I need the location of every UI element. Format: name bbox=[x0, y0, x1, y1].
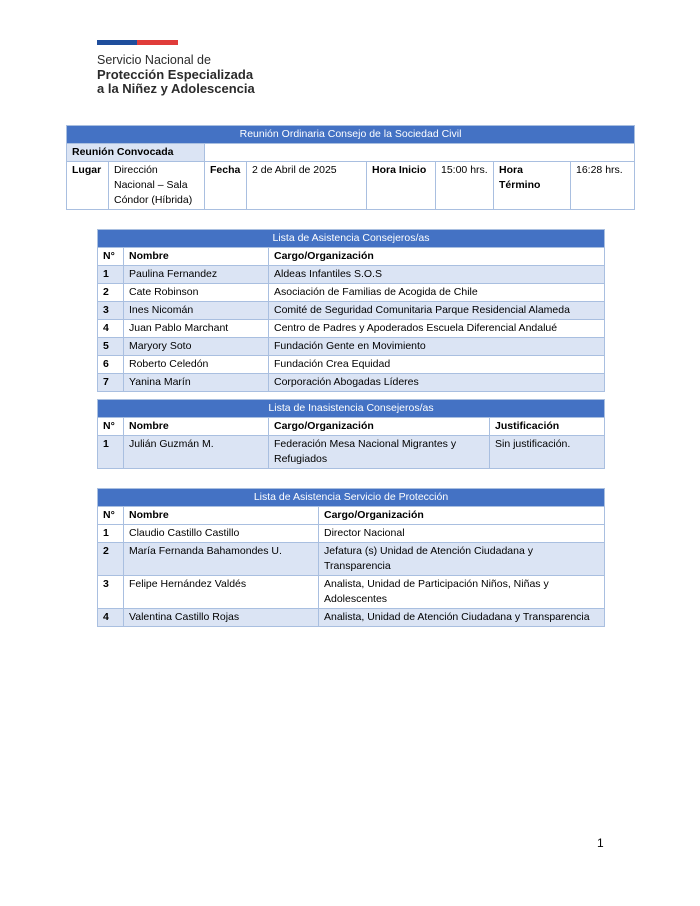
institution-logo bbox=[97, 40, 297, 96]
row-number: 1 bbox=[98, 525, 124, 543]
service-title: Lista de Asistencia Servicio de Protección bbox=[98, 489, 605, 507]
hora-inicio-label: Hora Inicio bbox=[367, 162, 436, 210]
row-name: María Fernanda Bahamondes U. bbox=[124, 543, 319, 576]
table-row bbox=[98, 320, 605, 338]
absence-col-num: N° bbox=[98, 418, 124, 436]
row-number: 6 bbox=[98, 356, 124, 374]
row-name: Yanina Marín bbox=[124, 374, 269, 392]
row-number: 2 bbox=[98, 543, 124, 576]
logo-line-2: Protección Especializada bbox=[97, 67, 254, 82]
hora-inicio-value: 15:00 hrs. bbox=[436, 162, 494, 210]
service-col-num: N° bbox=[98, 507, 124, 525]
table-row bbox=[98, 284, 605, 302]
logo-line-3: a la Niñez y Adolescencia bbox=[97, 81, 255, 96]
meeting-subheader: Reunión Convocada bbox=[67, 144, 205, 162]
table-row bbox=[98, 576, 605, 609]
row-org: Fundación Gente en Movimiento bbox=[269, 338, 605, 356]
fecha-value: 2 de Abril de 2025 bbox=[247, 162, 367, 210]
lugar-label: Lugar bbox=[67, 162, 109, 210]
hora-termino-label: Hora Término bbox=[494, 162, 571, 210]
row-org: Analista, Unidad de Atención Ciudadana y Transparencia bbox=[319, 609, 605, 627]
attendance-col-name: Nombre bbox=[124, 248, 269, 266]
row-org: Federación Mesa Nacional Migrantes y Refugiados bbox=[269, 436, 490, 469]
table-row bbox=[98, 525, 605, 543]
row-org: Corporación Abogadas Líderes bbox=[269, 374, 605, 392]
page-number: 1 bbox=[597, 836, 604, 850]
row-justification: Sin justificación. bbox=[490, 436, 605, 469]
row-number: 1 bbox=[98, 266, 124, 284]
absence-col-just: Justificación bbox=[490, 418, 605, 436]
row-number: 7 bbox=[98, 374, 124, 392]
absence-col-org: Cargo/Organización bbox=[269, 418, 490, 436]
row-number: 3 bbox=[98, 576, 124, 609]
row-number: 2 bbox=[98, 284, 124, 302]
lugar-value: Dirección Nacional – Sala Cóndor (Híbrida) bbox=[109, 162, 205, 210]
table-row bbox=[98, 543, 605, 576]
row-name: Cate Robinson bbox=[124, 284, 269, 302]
row-name: Felipe Hernández Valdés bbox=[124, 576, 319, 609]
row-number: 5 bbox=[98, 338, 124, 356]
hora-termino-value: 16:28 hrs. bbox=[571, 162, 635, 210]
fecha-label: Fecha bbox=[205, 162, 247, 210]
row-org: Director Nacional bbox=[319, 525, 605, 543]
row-name: Maryory Soto bbox=[124, 338, 269, 356]
table-row bbox=[98, 374, 605, 392]
row-number: 1 bbox=[98, 436, 124, 469]
logo-line-1: Servicio Nacional de bbox=[97, 53, 211, 67]
attendance-col-num: N° bbox=[98, 248, 124, 266]
row-org: Asociación de Familias de Acogida de Chile bbox=[269, 284, 605, 302]
row-name: Paulina Fernandez bbox=[124, 266, 269, 284]
table-row bbox=[98, 356, 605, 374]
table-row bbox=[98, 302, 605, 320]
table-row bbox=[98, 609, 605, 627]
row-number: 3 bbox=[98, 302, 124, 320]
meeting-table bbox=[66, 125, 635, 210]
absence-col-name: Nombre bbox=[124, 418, 269, 436]
service-col-name: Nombre bbox=[124, 507, 319, 525]
attendance-col-org: Cargo/Organización bbox=[269, 248, 605, 266]
service-col-org: Cargo/Organización bbox=[319, 507, 605, 525]
row-org: Analista, Unidad de Participación Niños, Niñas y Adolescentes bbox=[319, 576, 605, 609]
attendance-table bbox=[97, 229, 605, 392]
logo-color-bar bbox=[97, 40, 178, 45]
row-name: Juan Pablo Marchant bbox=[124, 320, 269, 338]
row-org: Aldeas Infantiles S.O.S bbox=[269, 266, 605, 284]
row-name: Julián Guzmán M. bbox=[124, 436, 269, 469]
logo-bar-blue bbox=[97, 40, 137, 45]
table-row bbox=[98, 266, 605, 284]
row-name: Roberto Celedón bbox=[124, 356, 269, 374]
table-row bbox=[98, 338, 605, 356]
meeting-title: Reunión Ordinaria Consejo de la Sociedad Civil bbox=[67, 126, 635, 144]
row-number: 4 bbox=[98, 320, 124, 338]
logo-bar-red bbox=[137, 40, 178, 45]
absence-table bbox=[97, 399, 605, 469]
table-row bbox=[98, 436, 605, 469]
row-org: Centro de Padres y Apoderados Escuela Diferencial Andalué bbox=[269, 320, 605, 338]
meeting-subheader-blank bbox=[205, 144, 635, 162]
row-name: Valentina Castillo Rojas bbox=[124, 609, 319, 627]
row-org: Jefatura (s) Unidad de Atención Ciudadana y Transparencia bbox=[319, 543, 605, 576]
row-name: Claudio Castillo Castillo bbox=[124, 525, 319, 543]
row-name: Ines Nicomán bbox=[124, 302, 269, 320]
row-org: Comité de Seguridad Comunitaria Parque Residencial Alameda bbox=[269, 302, 605, 320]
row-org: Fundación Crea Equidad bbox=[269, 356, 605, 374]
attendance-title: Lista de Asistencia Consejeros/as bbox=[98, 230, 605, 248]
row-number: 4 bbox=[98, 609, 124, 627]
absence-title: Lista de Inasistencia Consejeros/as bbox=[98, 400, 605, 418]
service-attendance-table bbox=[97, 488, 605, 627]
